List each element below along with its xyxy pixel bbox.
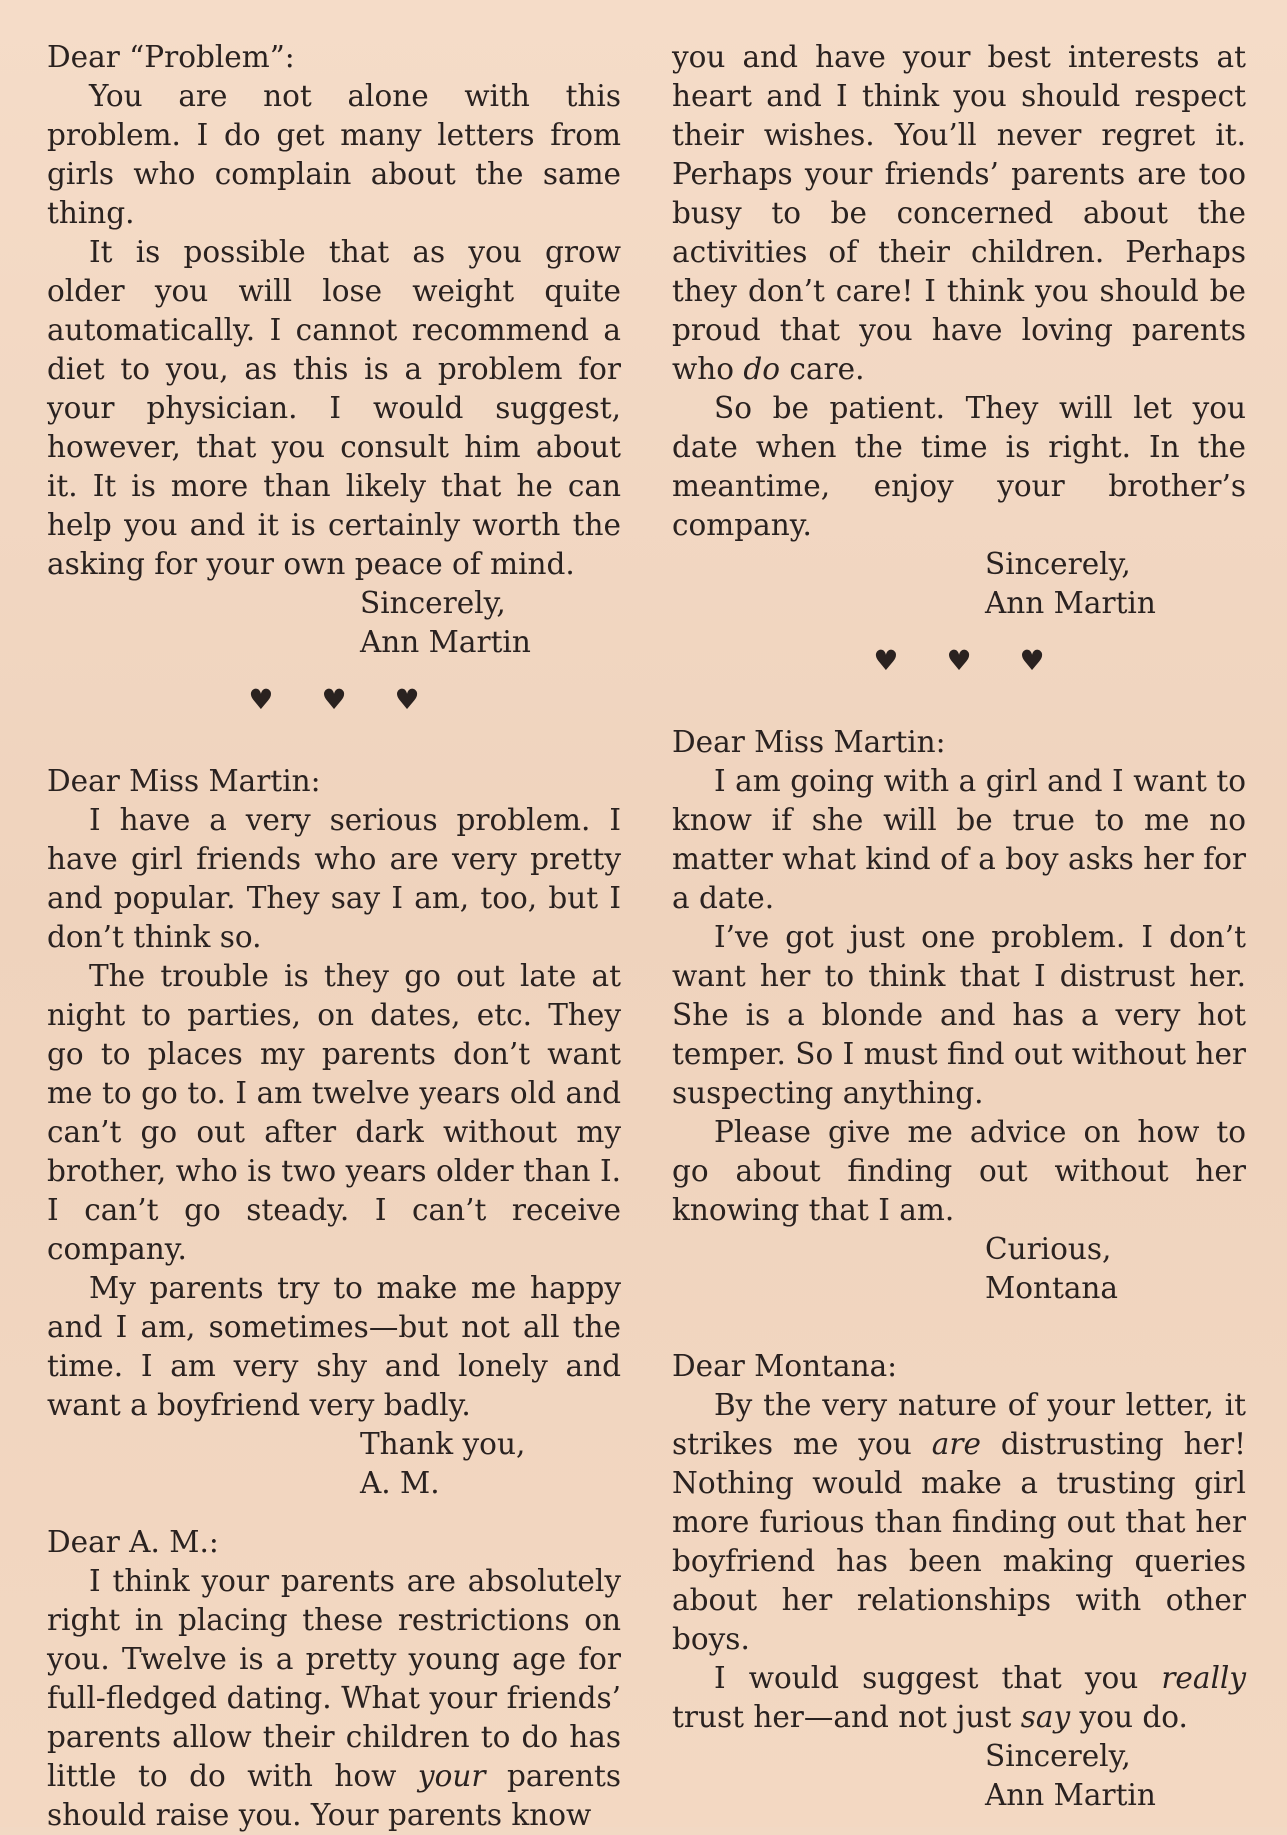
signature: Ann Martin	[985, 586, 1156, 620]
paragraph: I am going with a girl and I want to know if she will be true to me no matter what kind of a boy asks her for a date.	[672, 764, 1246, 915]
hearts-divider: ♥♥♥	[248, 683, 468, 716]
paragraph-continued: you and have your best interests at heart and I think you should respect their wishes. You’ll never regret it. Perhaps your friends’ parents are too busy to be concerned about the activities of their children. Perhaps they don’t care! I think you should be proud that you have loving parents who do care.	[672, 40, 1246, 386]
paragraph: You are not alone with this problem. I do get many letters from girls who complain about the same thing.	[47, 79, 621, 230]
right-column	[672, 38, 1246, 1815]
closing: Thank you,	[360, 1427, 526, 1461]
paragraph: By the very nature of your letter, it strikes me you are distrusting her! Nothing would make a trusting girl more furious than finding out that her boyfriend has been making queries about her relationships with other boys.	[672, 1388, 1246, 1656]
paragraph: I have a very serious problem. I have girl friends who are very pretty and popular. They say I am, too, but I don’t think so.	[47, 803, 621, 954]
signature: Ann Martin	[360, 625, 531, 659]
paragraph: I’ve got just one problem. I don’t want her to think that I distrust her. She is a blonde and has a very hot temper. So I must find out without her suspecting anything.	[672, 920, 1246, 1110]
closing: Sincerely,	[985, 547, 1131, 581]
closing: Sincerely,	[985, 1739, 1131, 1773]
paragraph: So be patient. They will let you date when the time is right. In the meantime, enjoy your brother’s company.	[672, 391, 1246, 542]
salutation: Dear Miss Martin:	[47, 764, 321, 798]
signature: Montana	[985, 1271, 1118, 1305]
paragraph: It is possible that as you grow older you will lose weight quite automatically. I cannot recommend a diet to you, as this is a problem for your physician. I would suggest, however, that you consult him about it. It is more than likely that he can help you and it is certainly worth the asking for your own peace of mind.	[47, 235, 621, 581]
closing: Curious,	[985, 1232, 1112, 1266]
salutation: Dear Miss Martin:	[672, 725, 946, 759]
paragraph: I would suggest that you really trust her—and not just say you do.	[672, 1661, 1246, 1734]
signature: A. M.	[360, 1466, 440, 1500]
paragraph: Please give me advice on how to go about finding out without her knowing that I am.	[672, 1115, 1246, 1227]
left-column	[47, 38, 621, 1835]
salutation: Dear A. M.:	[47, 1525, 219, 1559]
closing: Sincerely,	[360, 586, 506, 620]
signature: Ann Martin	[985, 1778, 1156, 1812]
salutation: Dear Montana:	[672, 1349, 898, 1383]
hearts-divider: ♥♥♥	[873, 644, 1093, 677]
paragraph: My parents try to make me happy and I am, sometimes—but not all the time. I am very shy and lonely and want a boyfriend very badly.	[47, 1271, 621, 1422]
paragraph: The trouble is they go out late at night to parties, on dates, etc. They go to places my parents don’t want me to go to. I am twelve years old and can’t go out after dark without my brother, who is two years older than I. I can’t go steady. I can’t receive company.	[47, 959, 621, 1266]
salutation: Dear “Problem”:	[47, 40, 295, 74]
paragraph: I think your parents are absolutely right in placing these restrictions on you. Twelve is a pretty young age for full-fledged dating. What your friends’ parents allow their children to do has little to do with how your parents should raise you. Your parents know	[47, 1564, 622, 1832]
